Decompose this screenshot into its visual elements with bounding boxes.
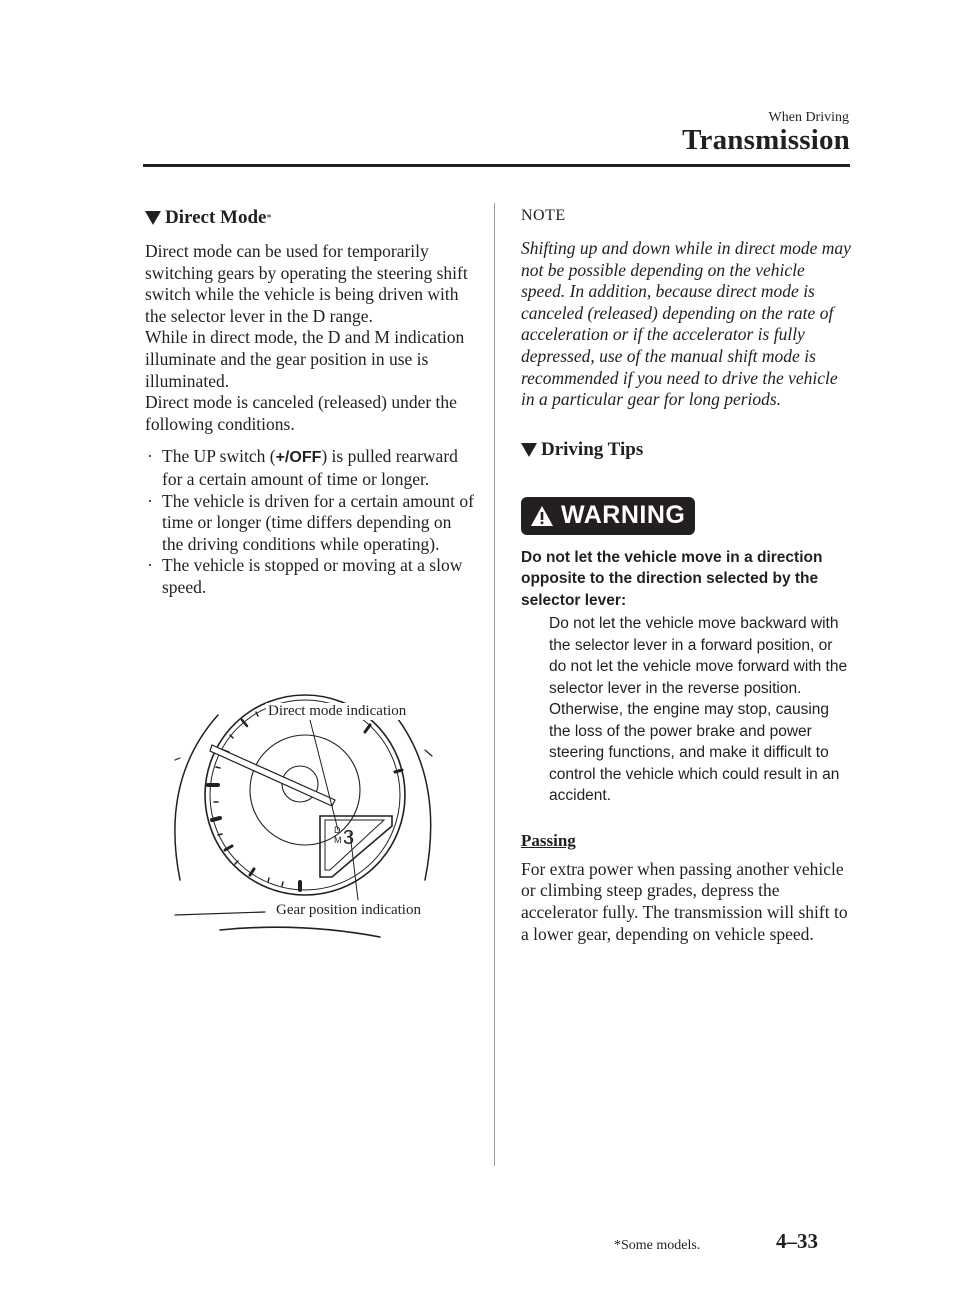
- passing-heading: Passing: [521, 830, 576, 850]
- list-item: [145, 555, 475, 598]
- bullet-1-post: ) is pulled rearward for a certain amount of time or longer.: [162, 446, 458, 489]
- bullet-2-text: The vehicle is driven for a certain amount of time or longer (time differs depending on the driving conditions while operating).: [162, 490, 474, 554]
- display-d-letter: D: [334, 825, 341, 835]
- direct-mode-heading: [145, 207, 475, 229]
- list-item: [145, 491, 475, 556]
- up-switch-symbol: +/OFF: [275, 449, 322, 467]
- bullet-dot: ·: [147, 490, 153, 511]
- note-heading: NOTE: [521, 207, 566, 224]
- instrument-cluster-figure: [170, 690, 440, 940]
- triangle-bullet-icon: [521, 443, 537, 457]
- right-column: [521, 207, 851, 945]
- running-chapter-title: Transmission: [682, 124, 850, 156]
- note-text: Shifting up and down while in direct mode may not be possible depending on the vehicle speed. In addition, because direct mode is canceled (released) depending on the rate of acceleration or if the accelerator is fully depressed, use of the manual shift mode is recommended if you need to drive the vehicle in a particular gear for long periods.: [521, 238, 851, 410]
- warning-badge: [521, 497, 695, 535]
- running-section-title: When Driving: [768, 110, 849, 125]
- page-number: 4–33: [776, 1229, 818, 1253]
- warning-body-text: Do not let the vehicle move backward with the selector lever in a forward position, or do not let the vehicle move forward with the selector lever in the reverse position. Otherwise, the engine may stop, causing the loss of the power brake and power steering functions, and make it difficult to control the vehicle which could result in an accident.: [549, 615, 848, 805]
- display-m-letter: M: [334, 835, 342, 845]
- gear-position-indication-label: Gear position indication: [276, 902, 421, 918]
- warning-label: WARNING: [561, 501, 686, 530]
- header-rule: [143, 164, 850, 167]
- direct-mode-indication-label: Direct mode indication: [268, 703, 407, 719]
- display-gear-digit: 3: [343, 827, 355, 849]
- direct-mode-para-3: Direct mode is canceled (released) under the following conditions.: [145, 392, 457, 434]
- direct-mode-heading-text: Direct Mode: [165, 207, 267, 228]
- direct-mode-para-1: Direct mode can be used for temporarily switching gears by operating the steering shift switch while the vehicle is being driven with the selector lever in the D range.: [145, 241, 468, 326]
- bullet-dot: ·: [147, 555, 153, 576]
- some-models-mark: *: [266, 212, 272, 224]
- warning-lead-text: Do not let the vehicle move in a direction opposite to the direction selected by the selector lever:: [521, 548, 823, 609]
- footnote: *Some models.: [614, 1238, 701, 1253]
- direct-mode-para-2: While in direct mode, the D and M indication illuminate and the gear position in use is illuminated.: [145, 327, 465, 391]
- triangle-bullet-icon: [145, 211, 161, 225]
- warning-triangle-icon: [529, 504, 555, 528]
- cancel-conditions-list: [145, 446, 475, 598]
- bullet-1-pre: The UP switch (: [162, 446, 276, 467]
- bullet-dot: ·: [147, 446, 153, 467]
- bullet-3-text: The vehicle is stopped or moving at a slow speed.: [162, 555, 463, 597]
- passing-text: For extra power when passing another vehicle or climbing steep grades, depress the accelerator fully. The transmission will shift to a lower gear, depending on vehicle speed.: [521, 858, 848, 944]
- list-item: [145, 446, 475, 490]
- left-column: [145, 207, 475, 599]
- column-divider: [494, 203, 495, 1166]
- driving-tips-heading: [521, 439, 851, 461]
- driving-tips-heading-text: Driving Tips: [541, 438, 644, 460]
